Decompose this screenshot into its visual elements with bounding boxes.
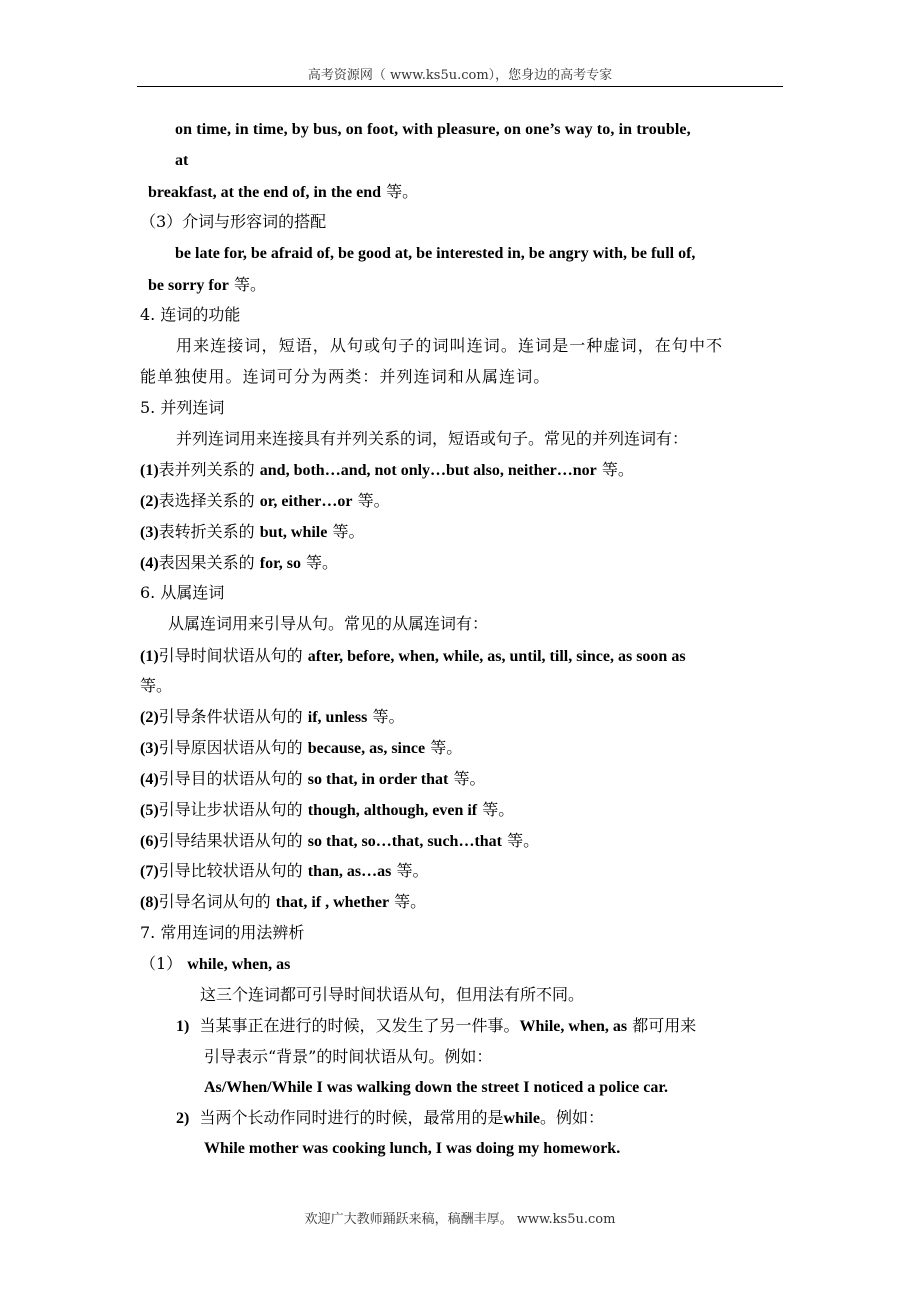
english-phrase: while: [503, 1110, 540, 1127]
section-heading: 6. 从属连词: [140, 583, 225, 602]
list-item: [140, 522, 364, 543]
english-phrase: than, as…as: [307, 863, 392, 880]
chinese-text: 等。: [507, 831, 540, 850]
list-item: [140, 460, 634, 481]
item-number: (8): [140, 894, 159, 911]
english-phrase: or, either…or: [259, 493, 353, 510]
chinese-text: 引导比较状语从句的: [158, 861, 303, 880]
item-number: (4): [140, 771, 159, 788]
page-header: 高考资源网（ www.ks5u.com），您身边的高考专家: [307, 68, 613, 83]
list-item: [140, 707, 404, 728]
english-phrase: breakfast, at the end of, in the end: [148, 184, 382, 201]
chinese-text: 引导时间状语从句的: [158, 646, 303, 665]
item-number: (6): [140, 833, 159, 850]
list-item: [140, 861, 428, 882]
chinese-text: 表转折关系的: [158, 522, 255, 541]
item-number: (3): [140, 524, 159, 541]
list-item: [140, 769, 485, 790]
item-number: （1）: [140, 954, 183, 973]
english-phrase: though, although, even if: [307, 802, 478, 819]
english-phrase: so that, in order that: [307, 771, 449, 788]
chinese-text: 当某事正在进行的时候，又发生了另一件事。: [199, 1016, 520, 1035]
list-item: [176, 1016, 696, 1037]
text-line: 并列连词用来连接具有并列关系的词，短语或句子。常见的并列连词有：: [176, 429, 689, 448]
list-item: [140, 491, 390, 512]
header-rule: [137, 86, 783, 87]
subsection-heading: [140, 954, 290, 975]
item-number: (3): [140, 740, 159, 757]
chinese-text: 等。: [233, 275, 266, 294]
list-item: [140, 892, 426, 913]
chinese-text: 都可用来: [632, 1016, 697, 1035]
item-number: (2): [140, 493, 159, 510]
english-phrase: and, both…and, not only…but also, neither…nor: [259, 462, 597, 479]
chinese-text: 等。: [332, 522, 365, 541]
item-number: (7): [140, 863, 159, 880]
chinese-text: 引导名词从句的: [158, 892, 271, 911]
page-footer: 欢迎广大教师踊跃来稿，稿酬丰厚。 www.ks5u.com: [304, 1212, 616, 1227]
english-phrase: because, as, since: [307, 740, 426, 757]
english-phrase: if, unless: [307, 709, 368, 726]
english-phrase: after, before, when, while, as, until, till, since, as soon as: [307, 648, 686, 665]
english-phrase: be sorry for: [148, 277, 229, 294]
text-line: 能单独使用。连词可分为两类：并列连词和从属连词。: [140, 367, 551, 386]
text-line: 引导表示“背景”的时间状语从句。例如：: [204, 1047, 493, 1066]
chinese-text: 引导条件状语从句的: [158, 707, 303, 726]
chinese-text: 等。: [372, 707, 405, 726]
chinese-text: 等。: [396, 861, 429, 880]
chinese-text: 等。: [306, 553, 339, 572]
item-number: (5): [140, 802, 159, 819]
chinese-text: 表选择关系的: [158, 491, 255, 510]
chinese-text: 。例如：: [539, 1108, 604, 1127]
chinese-text: 引导原因状语从句的: [158, 738, 303, 757]
text-line: on time, in time, by bus, on foot, with pleasure, on one’s way to, in trouble,: [175, 121, 691, 138]
chinese-text: 表并列关系的: [158, 460, 255, 479]
example-sentence: As/When/While I was walking down the street I noticed a police car.: [204, 1079, 669, 1096]
text-line: 这三个连词都可引导时间状语从句，但用法有所不同。: [200, 985, 585, 1004]
list-item: [176, 1108, 604, 1129]
english-phrase: While, when, as: [519, 1018, 628, 1035]
item-number: (4): [140, 555, 159, 572]
item-number: 1): [176, 1018, 190, 1035]
chinese-text: 引导结果状语从句的: [158, 831, 303, 850]
list-item: [140, 738, 462, 759]
chinese-text: 表因果关系的: [158, 553, 255, 572]
english-phrase: that, if , whether: [275, 894, 390, 911]
item-number: (1): [140, 648, 159, 665]
chinese-text: 等。: [357, 491, 390, 510]
list-item: [140, 831, 539, 852]
text-line: 从属连词用来引导从句。常见的从属连词有：: [168, 614, 489, 633]
section-heading: 7. 常用连词的用法辨析: [140, 923, 305, 942]
example-sentence: While mother was cooking lunch, I was doing my homework.: [204, 1140, 621, 1157]
text-line: [148, 182, 418, 203]
english-phrase: while, when, as: [187, 956, 291, 973]
chinese-text: 等。: [430, 738, 463, 757]
list-item: [140, 646, 686, 667]
english-phrase: so that, so…that, such…that: [307, 833, 503, 850]
text-line: be late for, be afraid of, be good at, be interested in, be angry with, be full of,: [175, 245, 696, 262]
text-line: at: [175, 152, 189, 169]
item-number: (2): [140, 709, 159, 726]
english-phrase: for, so: [259, 555, 301, 572]
chinese-text: 等。: [482, 800, 515, 819]
list-item: [140, 553, 338, 574]
chinese-text: 等。: [394, 892, 427, 911]
chinese-text: 等。: [386, 182, 419, 201]
text-line: [148, 275, 266, 296]
section-heading: 5. 并列连词: [140, 398, 225, 417]
chinese-text: 引导目的状语从句的: [158, 769, 303, 788]
chinese-text: 等。: [453, 769, 486, 788]
english-phrase: but, while: [259, 524, 328, 541]
text-line: 等。: [140, 676, 173, 695]
chinese-text: 当两个长动作同时进行的时候，最常用的是: [199, 1108, 504, 1127]
section-heading: 4. 连词的功能: [140, 305, 241, 324]
list-item: [140, 800, 514, 821]
chinese-text: 等。: [601, 460, 634, 479]
chinese-text: 引导让步状语从句的: [158, 800, 303, 819]
section-heading: （3）介词与形容词的搭配: [140, 212, 327, 231]
text-line: 用来连接词，短语，从句或句子的词叫连词。连词是一种虚词，在句中不: [176, 336, 724, 355]
item-number: (1): [140, 462, 159, 479]
item-number: 2): [176, 1110, 190, 1127]
